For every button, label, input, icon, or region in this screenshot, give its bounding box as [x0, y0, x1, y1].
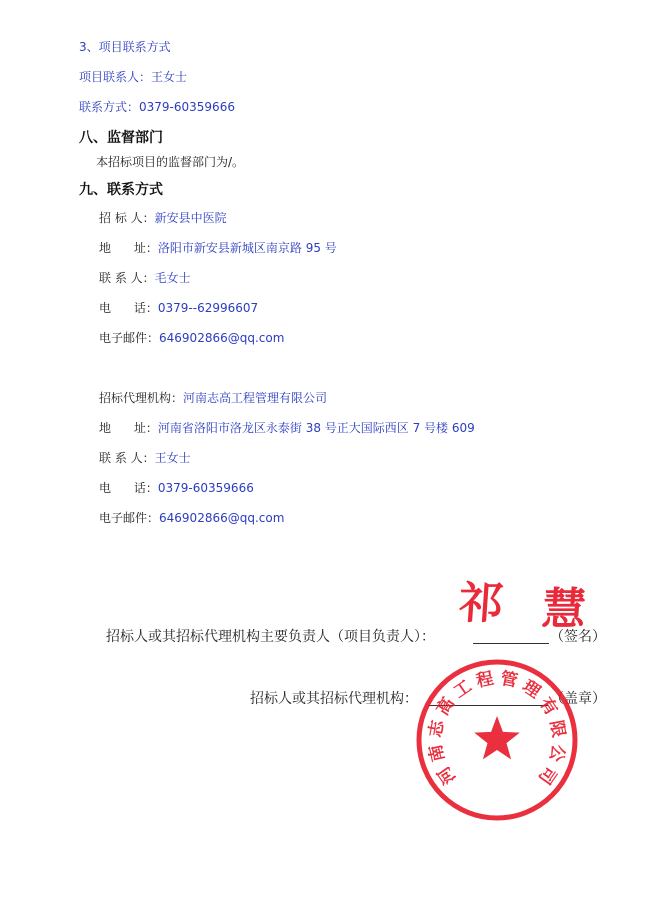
- seal-star-icon: [474, 716, 520, 759]
- agency-phone-label: 电 话：: [99, 481, 158, 495]
- tenderer-email-value: 646902866@qq.com: [159, 331, 285, 345]
- seal-char: 限: [545, 718, 569, 740]
- section8-heading: 八、监督部门: [79, 130, 163, 146]
- handwritten-signature-char-1: 祁: [457, 578, 505, 629]
- tenderer-contact-value: 毛女士: [154, 271, 191, 285]
- agency-name-label: 招标代理机构：: [99, 391, 184, 405]
- section9-heading: 九、联系方式: [79, 182, 163, 198]
- tenderer-phone-label: 电 话：: [99, 301, 158, 315]
- seal-char: 工: [450, 676, 476, 703]
- seal-char: 管: [498, 668, 520, 692]
- seal-char: 南: [425, 742, 449, 764]
- agency-seal-suffix: （盖章）: [550, 691, 606, 707]
- seal-char: 理: [518, 676, 544, 703]
- agency-contact-label: 联 系 人：: [99, 451, 155, 465]
- principal-signature-label: 招标人或其招标代理机构主要负责人（项目负责人）：: [106, 629, 435, 645]
- agency-address-label: 地 址：: [99, 421, 158, 435]
- seal-char: 志: [425, 718, 449, 740]
- agency-phone-value: 0379-60359666: [157, 481, 254, 495]
- agency-address-value: 河南省洛阳市洛龙区永泰街 38 号正大国际西区 7 号楼 609: [157, 421, 475, 435]
- agency-contact-value: 王女士: [154, 451, 191, 465]
- seal-char: 公: [545, 742, 569, 764]
- tenderer-phone-value: 0379--62996607: [157, 301, 259, 315]
- agency-name-value: 河南志高工程管理有限公司: [183, 391, 328, 405]
- handwritten-signature-char-2: 慧: [540, 584, 588, 635]
- project-contact-label: 项目联系人：: [79, 70, 152, 84]
- section3-title: 3、项目联系方式: [79, 40, 171, 54]
- agency-email-value: 646902866@qq.com: [159, 511, 285, 525]
- tenderer-name-label: 招 标 人：: [99, 211, 155, 225]
- seal-char: 司: [533, 762, 561, 788]
- project-phone-label: 联系方式：: [79, 100, 140, 114]
- seal-char: 有: [535, 694, 562, 720]
- tenderer-address-label: 地 址：: [99, 241, 158, 255]
- tenderer-email-label: 电子邮件：: [99, 331, 160, 345]
- seal-char: 程: [474, 668, 496, 692]
- project-contact-name: 王女士: [151, 70, 188, 84]
- agency-email-label: 电子邮件：: [99, 511, 160, 525]
- project-phone-value: 0379-60359666: [139, 100, 235, 114]
- tenderer-address-value: 洛阳市新安县新城区南京路 95 号: [157, 241, 337, 255]
- seal-char: 河: [433, 762, 461, 788]
- agency-seal-label: 招标人或其招标代理机构：: [250, 691, 418, 707]
- seal-char: 高: [432, 694, 459, 720]
- tenderer-name-value: 新安县中医院: [154, 211, 227, 225]
- section8-text: 本招标项目的监督部门为/。: [96, 155, 245, 169]
- principal-signature-suffix: （签名）: [550, 629, 606, 645]
- tenderer-contact-label: 联 系 人：: [99, 271, 155, 285]
